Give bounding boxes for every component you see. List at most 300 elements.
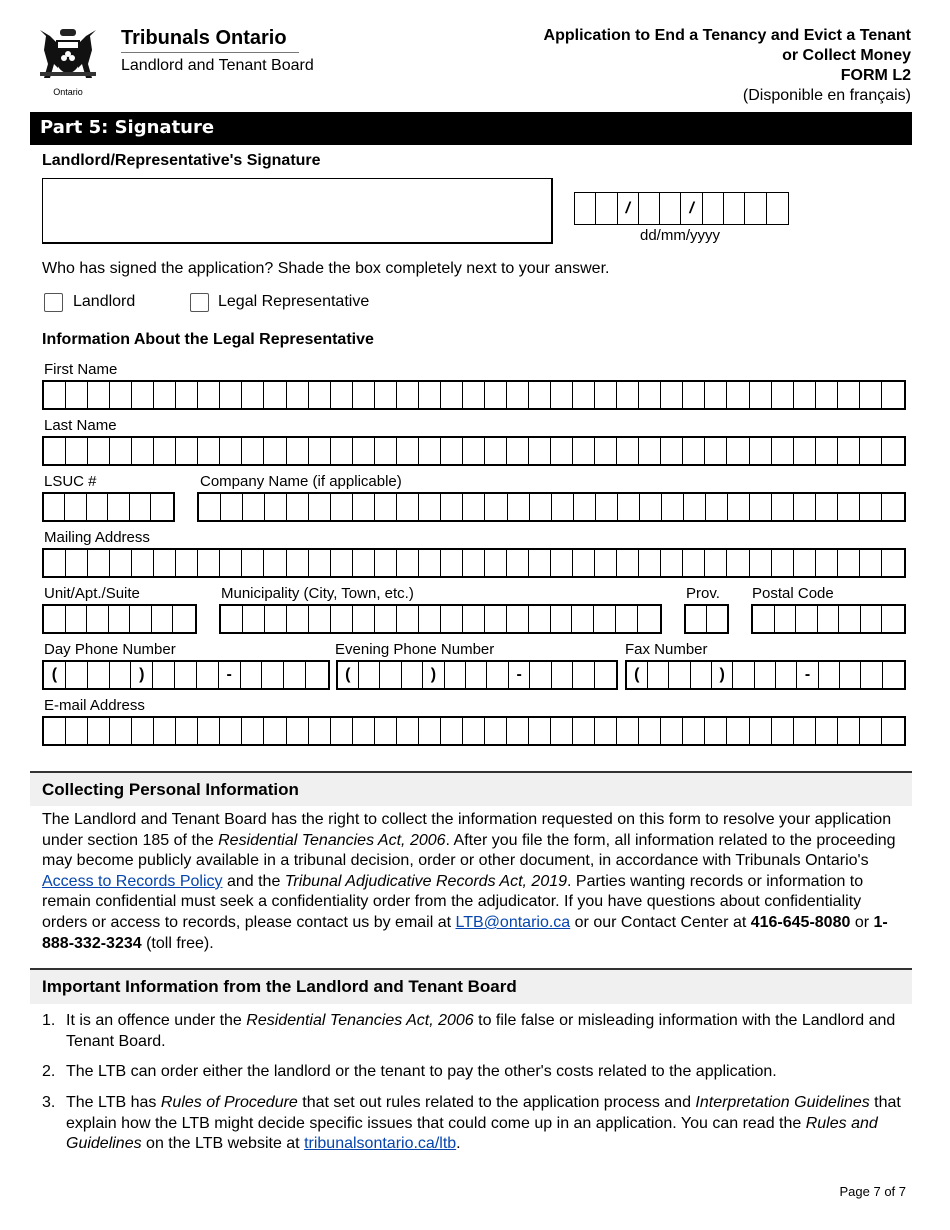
char-box[interactable]: ( — [44, 662, 66, 688]
char-box[interactable]: ) — [712, 662, 733, 688]
char-box[interactable] — [221, 494, 243, 520]
char-box[interactable] — [331, 438, 353, 464]
landlord-checkbox[interactable] — [44, 293, 63, 312]
email-field[interactable] — [42, 716, 906, 746]
date-char-box[interactable] — [703, 193, 724, 224]
char-box[interactable] — [617, 438, 639, 464]
char-box[interactable] — [264, 382, 286, 408]
char-box[interactable] — [44, 494, 65, 520]
char-box[interactable] — [88, 438, 110, 464]
char-box[interactable] — [287, 438, 309, 464]
char-box[interactable] — [883, 662, 904, 688]
char-box[interactable] — [397, 550, 419, 576]
char-box[interactable] — [44, 438, 66, 464]
char-box[interactable] — [220, 438, 242, 464]
char-box[interactable] — [441, 606, 463, 632]
char-box[interactable] — [529, 438, 551, 464]
char-box[interactable] — [87, 494, 108, 520]
char-box[interactable] — [88, 382, 110, 408]
char-box[interactable] — [618, 494, 640, 520]
char-box[interactable]: ( — [627, 662, 648, 688]
char-box[interactable] — [375, 606, 397, 632]
char-box[interactable] — [683, 382, 705, 408]
char-box[interactable] — [44, 382, 66, 408]
date-field[interactable] — [574, 192, 789, 225]
char-box[interactable] — [176, 718, 198, 744]
char-box[interactable] — [331, 550, 353, 576]
char-box[interactable] — [151, 494, 172, 520]
char-box[interactable] — [110, 550, 132, 576]
char-box[interactable] — [284, 662, 306, 688]
char-box[interactable] — [750, 382, 772, 408]
char-box[interactable] — [573, 550, 595, 576]
char-box[interactable] — [44, 718, 66, 744]
char-box[interactable] — [306, 662, 328, 688]
date-char-box[interactable]: / — [681, 193, 702, 224]
char-box[interactable] — [353, 550, 375, 576]
fax-field[interactable] — [625, 660, 906, 690]
char-box[interactable] — [485, 438, 507, 464]
char-box[interactable] — [441, 382, 463, 408]
char-box[interactable] — [683, 718, 705, 744]
legal-representative-checkbox[interactable] — [190, 293, 209, 312]
char-box[interactable] — [794, 718, 816, 744]
char-box[interactable] — [466, 662, 487, 688]
char-box[interactable] — [110, 718, 132, 744]
char-box[interactable] — [463, 718, 485, 744]
day-phone-field[interactable] — [42, 660, 330, 690]
char-box[interactable] — [818, 606, 840, 632]
evening-phone-field[interactable] — [336, 660, 618, 690]
char-box[interactable]: ) — [423, 662, 444, 688]
char-box[interactable] — [397, 382, 419, 408]
char-box[interactable] — [130, 494, 151, 520]
char-box[interactable] — [772, 718, 794, 744]
char-box[interactable] — [198, 438, 220, 464]
char-box[interactable] — [816, 382, 838, 408]
char-box[interactable] — [309, 382, 331, 408]
char-box[interactable] — [705, 550, 727, 576]
ltb-website-link[interactable]: tribunalsontario.ca/ltb — [304, 1135, 457, 1153]
char-box[interactable] — [551, 606, 573, 632]
char-box[interactable]: ( — [338, 662, 359, 688]
char-box[interactable] — [573, 662, 594, 688]
char-box[interactable] — [816, 550, 838, 576]
char-box[interactable] — [772, 550, 794, 576]
char-box[interactable] — [287, 718, 309, 744]
char-box[interactable] — [154, 382, 176, 408]
char-box[interactable] — [707, 606, 727, 632]
char-box[interactable] — [530, 662, 551, 688]
char-box[interactable] — [686, 606, 706, 632]
date-char-box[interactable] — [724, 193, 745, 224]
char-box[interactable] — [397, 718, 419, 744]
char-box[interactable] — [154, 438, 176, 464]
char-box[interactable]: ) — [131, 662, 153, 688]
char-box[interactable] — [595, 662, 616, 688]
char-box[interactable] — [507, 550, 529, 576]
char-box[interactable] — [529, 718, 551, 744]
char-box[interactable] — [110, 438, 132, 464]
char-box[interactable] — [130, 606, 152, 632]
char-box[interactable] — [661, 718, 683, 744]
char-box[interactable] — [882, 438, 904, 464]
char-box[interactable] — [727, 550, 749, 576]
char-box[interactable] — [750, 718, 772, 744]
char-box[interactable] — [419, 494, 441, 520]
char-box[interactable] — [819, 662, 840, 688]
char-box[interactable] — [507, 382, 529, 408]
char-box[interactable] — [882, 494, 904, 520]
char-box[interactable] — [353, 382, 375, 408]
char-box[interactable] — [419, 382, 441, 408]
char-box[interactable] — [380, 662, 401, 688]
char-box[interactable] — [109, 606, 131, 632]
char-box[interactable] — [331, 494, 353, 520]
date-char-box[interactable] — [596, 193, 617, 224]
char-box[interactable] — [882, 382, 904, 408]
char-box[interactable] — [617, 550, 639, 576]
char-box[interactable] — [639, 382, 661, 408]
char-box[interactable] — [353, 494, 375, 520]
char-box[interactable] — [132, 382, 154, 408]
char-box[interactable] — [816, 718, 838, 744]
char-box[interactable] — [397, 494, 419, 520]
char-box[interactable] — [551, 718, 573, 744]
char-box[interactable] — [485, 494, 507, 520]
char-box[interactable] — [616, 606, 638, 632]
postal-code-field[interactable] — [751, 604, 906, 634]
first-name-field[interactable] — [42, 380, 906, 410]
date-char-box[interactable] — [639, 193, 660, 224]
char-box[interactable] — [683, 550, 705, 576]
char-box[interactable] — [816, 438, 838, 464]
char-box[interactable] — [375, 438, 397, 464]
lsuc-field[interactable] — [42, 492, 175, 522]
char-box[interactable] — [44, 606, 66, 632]
char-box[interactable] — [66, 438, 88, 464]
municipality-field[interactable] — [219, 604, 662, 634]
company-name-field[interactable] — [197, 492, 906, 522]
char-box[interactable] — [551, 550, 573, 576]
date-char-box[interactable] — [745, 193, 766, 224]
char-box[interactable] — [860, 382, 882, 408]
char-box[interactable] — [772, 438, 794, 464]
char-box[interactable] — [264, 550, 286, 576]
char-box[interactable] — [309, 606, 331, 632]
char-box[interactable] — [794, 550, 816, 576]
char-box[interactable] — [66, 662, 88, 688]
char-box[interactable] — [66, 550, 88, 576]
char-box[interactable] — [463, 550, 485, 576]
char-box[interactable] — [882, 550, 904, 576]
char-box[interactable] — [838, 382, 860, 408]
char-box[interactable] — [840, 662, 861, 688]
char-box[interactable] — [287, 550, 309, 576]
char-box[interactable] — [154, 718, 176, 744]
char-box[interactable] — [669, 662, 690, 688]
char-box[interactable] — [572, 606, 594, 632]
char-box[interactable] — [132, 718, 154, 744]
char-box[interactable] — [617, 382, 639, 408]
char-box[interactable] — [243, 606, 265, 632]
char-box[interactable] — [838, 550, 860, 576]
last-name-field[interactable] — [42, 436, 906, 466]
char-box[interactable] — [529, 382, 551, 408]
char-box[interactable] — [152, 606, 174, 632]
char-box[interactable] — [661, 382, 683, 408]
char-box[interactable] — [375, 550, 397, 576]
char-box[interactable] — [66, 382, 88, 408]
char-box[interactable] — [485, 550, 507, 576]
item-number: 1. — [42, 1012, 56, 1029]
char-box[interactable] — [88, 662, 110, 688]
char-box[interactable] — [882, 606, 904, 632]
char-box[interactable] — [264, 718, 286, 744]
char-box[interactable] — [176, 550, 198, 576]
mailing-address-field[interactable] — [42, 548, 906, 578]
char-box[interactable] — [309, 494, 331, 520]
char-box[interactable] — [573, 382, 595, 408]
char-box[interactable] — [375, 494, 397, 520]
char-box[interactable] — [485, 606, 507, 632]
char-box[interactable] — [441, 494, 463, 520]
char-box[interactable] — [595, 718, 617, 744]
char-box[interactable] — [816, 494, 838, 520]
char-box[interactable] — [110, 382, 132, 408]
char-box[interactable] — [507, 438, 529, 464]
char-box[interactable] — [353, 718, 375, 744]
char-box[interactable] — [44, 550, 66, 576]
char-box[interactable] — [402, 662, 423, 688]
char-box[interactable] — [684, 494, 706, 520]
char-box[interactable] — [595, 438, 617, 464]
char-box[interactable] — [508, 494, 530, 520]
char-box[interactable] — [733, 662, 754, 688]
char-box[interactable] — [691, 662, 712, 688]
char-box[interactable] — [706, 494, 728, 520]
char-box[interactable] — [860, 718, 882, 744]
char-box[interactable] — [463, 606, 485, 632]
char-box[interactable] — [242, 438, 264, 464]
char-box[interactable] — [796, 606, 818, 632]
char-box[interactable] — [331, 382, 353, 408]
char-box[interactable] — [397, 606, 419, 632]
char-box[interactable] — [794, 438, 816, 464]
char-box[interactable] — [287, 382, 309, 408]
char-box[interactable] — [661, 550, 683, 576]
char-box[interactable] — [262, 662, 284, 688]
char-box[interactable]: - — [219, 662, 241, 688]
char-box[interactable] — [441, 718, 463, 744]
char-box[interactable] — [242, 550, 264, 576]
char-box[interactable] — [197, 662, 219, 688]
char-box[interactable] — [755, 662, 776, 688]
char-box[interactable] — [88, 550, 110, 576]
char-box[interactable] — [176, 438, 198, 464]
char-box[interactable] — [419, 438, 441, 464]
date-char-box[interactable] — [660, 193, 681, 224]
char-box[interactable] — [242, 382, 264, 408]
char-box[interactable] — [419, 718, 441, 744]
char-box[interactable] — [66, 606, 88, 632]
char-box[interactable] — [265, 494, 287, 520]
char-box[interactable] — [287, 606, 309, 632]
char-box[interactable] — [485, 718, 507, 744]
char-box[interactable] — [750, 438, 772, 464]
char-box[interactable] — [287, 494, 309, 520]
char-box[interactable] — [705, 382, 727, 408]
char-box[interactable] — [775, 606, 797, 632]
char-box[interactable] — [199, 494, 221, 520]
char-box[interactable] — [463, 494, 485, 520]
char-box[interactable] — [485, 382, 507, 408]
char-box[interactable] — [507, 606, 529, 632]
char-box[interactable] — [705, 438, 727, 464]
char-box[interactable] — [573, 718, 595, 744]
char-box[interactable] — [794, 494, 816, 520]
char-box[interactable] — [648, 662, 669, 688]
char-box[interactable] — [573, 438, 595, 464]
email-link[interactable]: LTB@ontario.ca — [455, 913, 571, 931]
char-box[interactable] — [727, 382, 749, 408]
char-box[interactable] — [838, 718, 860, 744]
char-box[interactable] — [220, 718, 242, 744]
char-box[interactable] — [753, 606, 775, 632]
char-box[interactable] — [220, 550, 242, 576]
char-box[interactable] — [683, 438, 705, 464]
char-box[interactable] — [552, 494, 574, 520]
char-box[interactable] — [153, 662, 175, 688]
char-box[interactable] — [198, 382, 220, 408]
char-box[interactable] — [445, 662, 466, 688]
char-box[interactable] — [639, 438, 661, 464]
char-box[interactable] — [176, 382, 198, 408]
char-box[interactable] — [463, 382, 485, 408]
char-box[interactable] — [639, 550, 661, 576]
char-box[interactable] — [662, 494, 684, 520]
char-box[interactable] — [375, 382, 397, 408]
char-box[interactable] — [264, 438, 286, 464]
signature-field[interactable] — [42, 178, 553, 244]
char-box[interactable]: - — [797, 662, 818, 688]
char-box[interactable] — [463, 438, 485, 464]
char-box[interactable] — [220, 382, 242, 408]
char-box[interactable] — [108, 494, 129, 520]
char-box[interactable]: - — [509, 662, 530, 688]
char-box[interactable] — [639, 718, 661, 744]
char-box[interactable] — [397, 438, 419, 464]
char-box[interactable] — [242, 718, 264, 744]
char-box[interactable] — [529, 606, 551, 632]
char-box[interactable] — [728, 494, 750, 520]
char-box[interactable] — [595, 550, 617, 576]
char-box[interactable] — [594, 606, 616, 632]
char-box[interactable] — [331, 718, 353, 744]
char-box[interactable] — [198, 718, 220, 744]
char-box[interactable] — [772, 494, 794, 520]
char-box[interactable] — [173, 606, 195, 632]
char-box[interactable] — [441, 550, 463, 576]
char-box[interactable] — [198, 550, 220, 576]
char-box[interactable] — [617, 718, 639, 744]
char-box[interactable] — [221, 606, 243, 632]
char-box[interactable] — [375, 718, 397, 744]
char-box[interactable] — [441, 438, 463, 464]
char-box[interactable] — [551, 438, 573, 464]
char-box[interactable] — [154, 550, 176, 576]
date-char-box[interactable] — [575, 193, 596, 224]
char-box[interactable] — [860, 550, 882, 576]
char-box[interactable] — [551, 382, 573, 408]
unit-field[interactable] — [42, 604, 197, 634]
char-box[interactable] — [595, 382, 617, 408]
char-box[interactable] — [331, 606, 353, 632]
char-box[interactable] — [838, 494, 860, 520]
char-box[interactable] — [487, 662, 508, 688]
char-box[interactable] — [309, 438, 331, 464]
char-box[interactable] — [860, 438, 882, 464]
char-box[interactable] — [132, 550, 154, 576]
char-box[interactable] — [309, 550, 331, 576]
char-box[interactable] — [596, 494, 618, 520]
char-box[interactable] — [552, 662, 573, 688]
char-box[interactable] — [776, 662, 797, 688]
char-box[interactable] — [861, 662, 882, 688]
char-box[interactable] — [265, 606, 287, 632]
char-box[interactable] — [529, 550, 551, 576]
char-box[interactable] — [574, 494, 596, 520]
char-box[interactable] — [353, 606, 375, 632]
char-box[interactable] — [530, 494, 552, 520]
char-box[interactable] — [661, 438, 683, 464]
char-box[interactable] — [65, 494, 86, 520]
char-box[interactable] — [638, 606, 660, 632]
province-field[interactable] — [684, 604, 728, 634]
char-box[interactable] — [66, 718, 88, 744]
char-box[interactable] — [243, 494, 265, 520]
char-box[interactable] — [88, 718, 110, 744]
char-box[interactable] — [419, 550, 441, 576]
char-box[interactable] — [640, 494, 662, 520]
char-box[interactable] — [794, 382, 816, 408]
char-box[interactable] — [507, 718, 529, 744]
char-box[interactable] — [750, 550, 772, 576]
char-box[interactable] — [750, 494, 772, 520]
char-box[interactable] — [705, 718, 727, 744]
char-box[interactable] — [87, 606, 109, 632]
char-box[interactable] — [772, 382, 794, 408]
char-box[interactable] — [241, 662, 263, 688]
char-box[interactable] — [727, 438, 749, 464]
char-box[interactable] — [882, 718, 904, 744]
char-box[interactable] — [175, 662, 197, 688]
date-char-box[interactable]: / — [618, 193, 639, 224]
char-box[interactable] — [839, 606, 861, 632]
char-box[interactable] — [132, 438, 154, 464]
date-char-box[interactable] — [767, 193, 788, 224]
char-box[interactable] — [861, 606, 883, 632]
char-box[interactable] — [838, 438, 860, 464]
char-box[interactable] — [309, 718, 331, 744]
char-box[interactable] — [353, 438, 375, 464]
char-box[interactable] — [359, 662, 380, 688]
char-box[interactable] — [727, 718, 749, 744]
char-box[interactable] — [860, 494, 882, 520]
char-box[interactable] — [110, 662, 132, 688]
access-to-records-link[interactable]: Access to Records Policy — [42, 872, 223, 890]
char-box[interactable] — [419, 606, 441, 632]
